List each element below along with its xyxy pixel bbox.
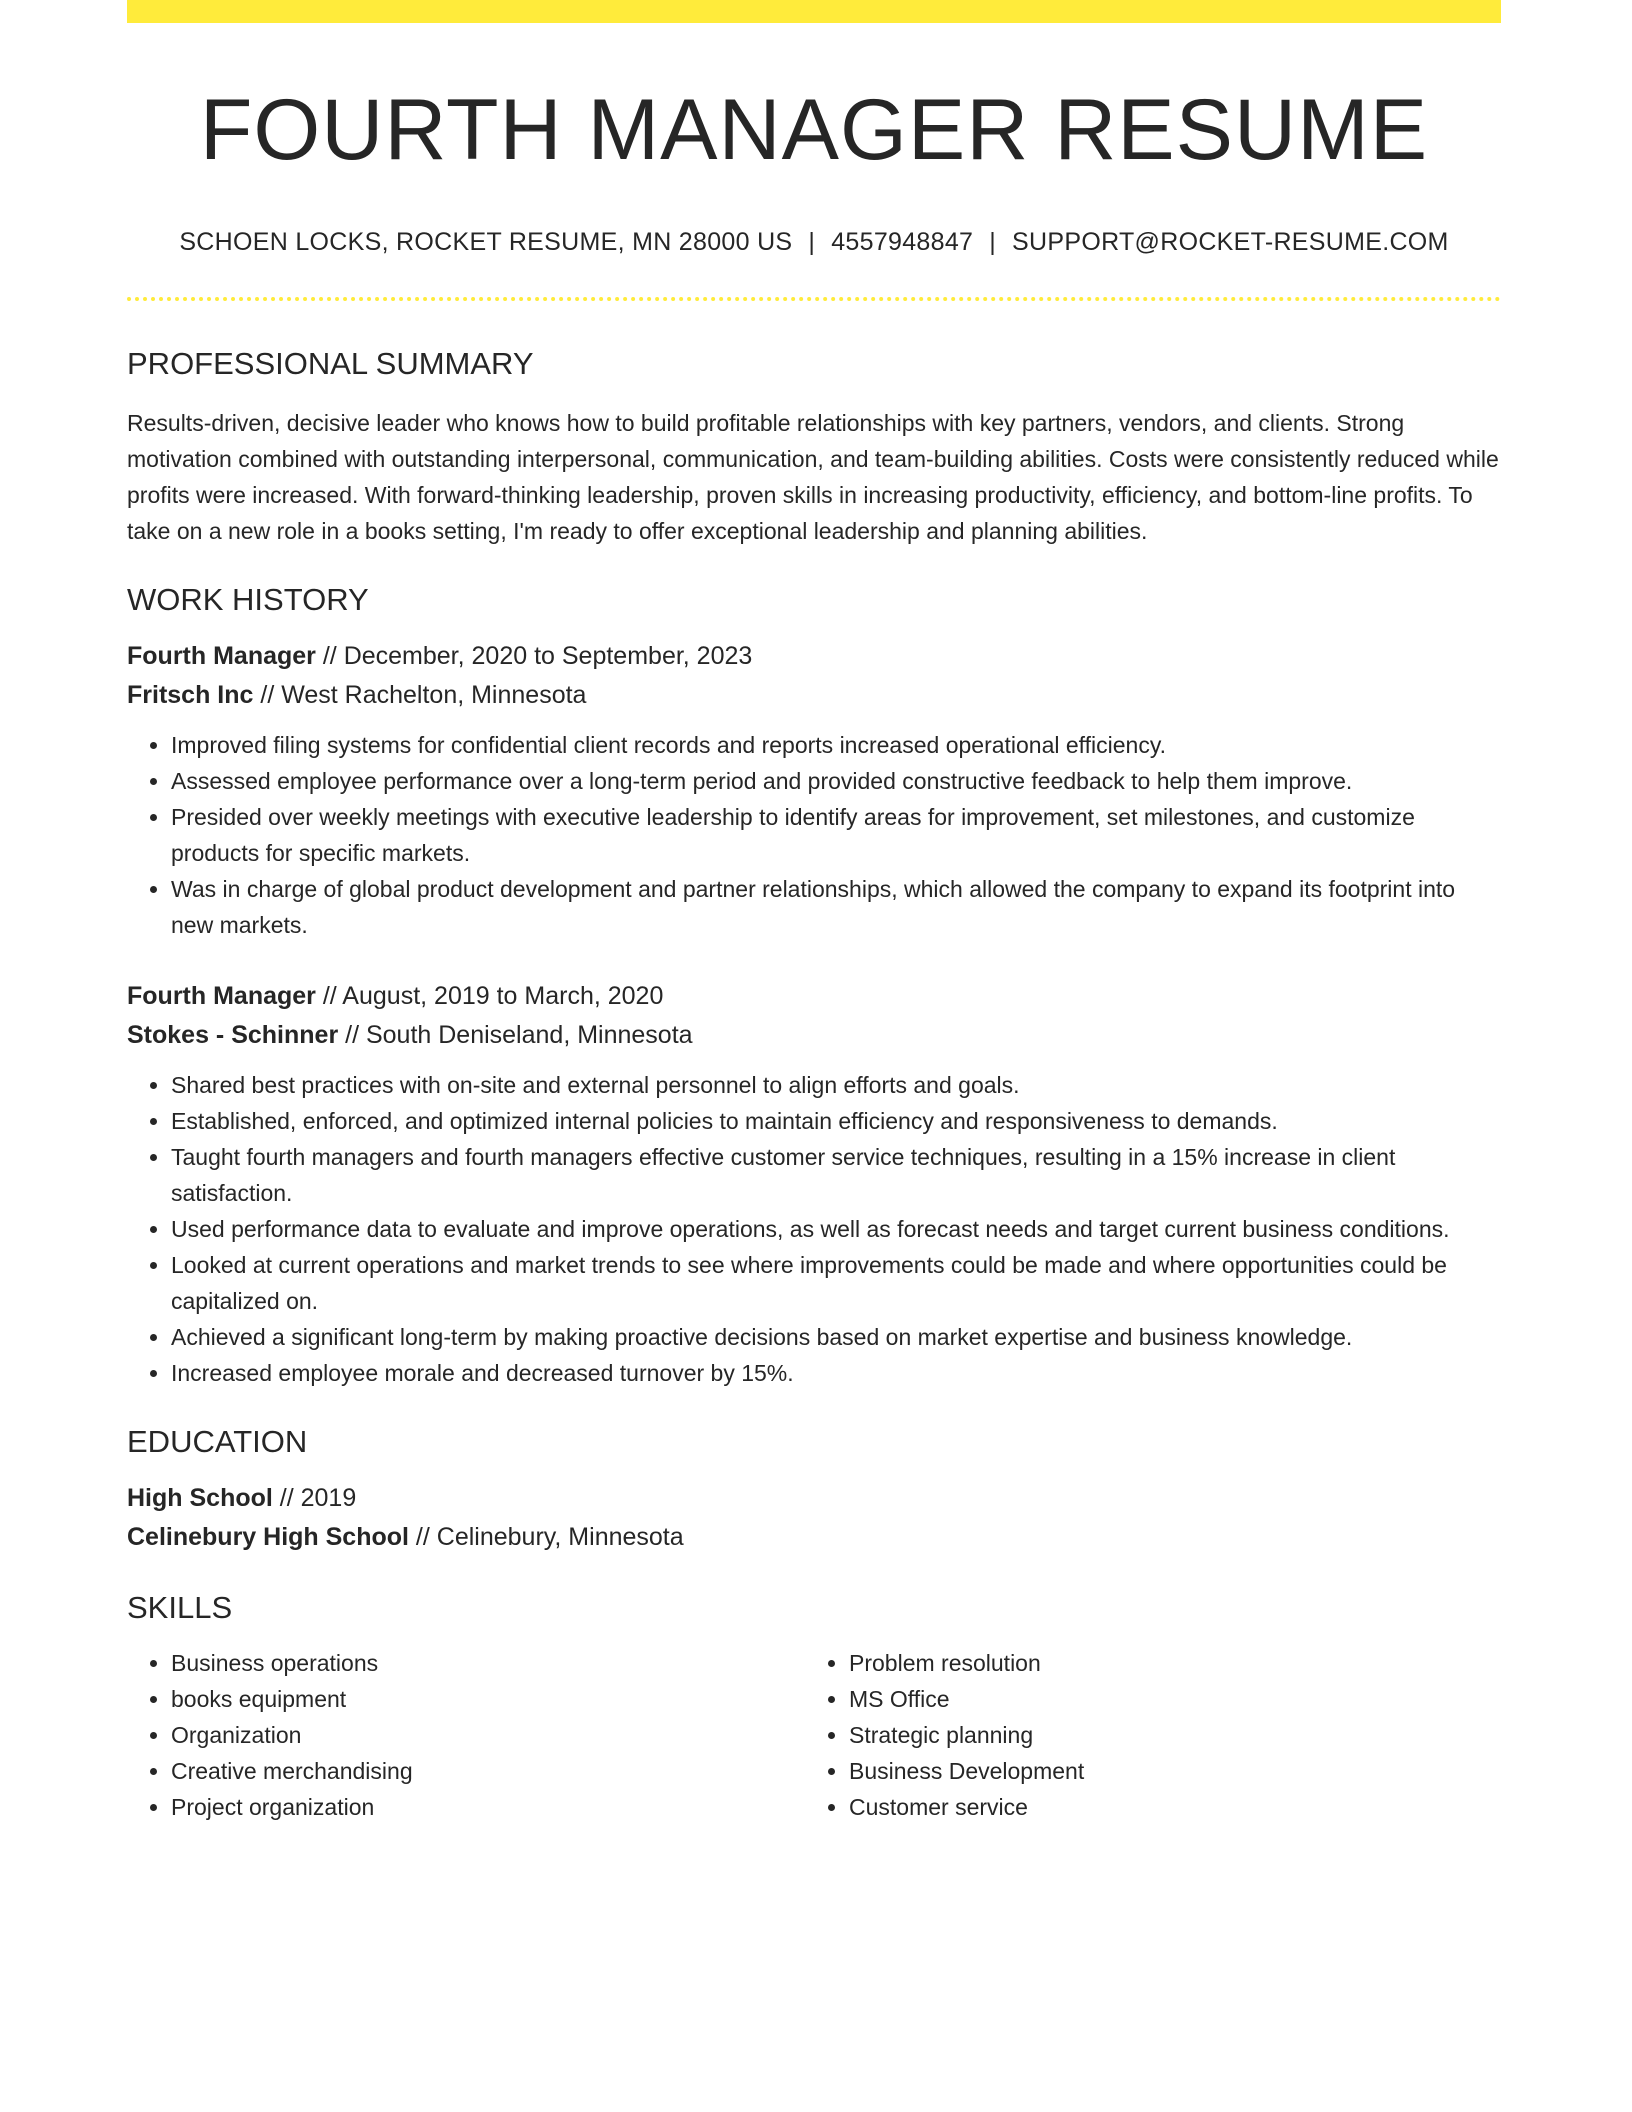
job-location: // South Deniseland, Minnesota [338, 1020, 693, 1049]
skill-item: • Customer service [849, 1789, 1483, 1825]
contact-phone: 4557948847 [831, 227, 974, 256]
skill-item: • Strategic planning [849, 1717, 1483, 1753]
education-school-line [127, 1518, 1501, 1557]
skill-item: • Project organization [171, 1789, 805, 1825]
list-item: • Shared best practices with on-site and external personnel to align efforts and goals. [171, 1067, 1501, 1103]
job-bullets [127, 727, 1501, 943]
resume-title: FOURTH MANAGER RESUME [199, 82, 1429, 178]
contact-separator: | [989, 227, 997, 256]
list-item: • Was in charge of global product development and partner relationships, which allowed the company to expand its footprint into new markets. [171, 871, 1501, 943]
skill-item: • books equipment [171, 1681, 805, 1717]
work-history-heading: WORK HISTORY [127, 581, 369, 617]
job-company: Fritsch Inc [127, 680, 254, 709]
skill-item: • Problem resolution [849, 1645, 1483, 1681]
job-dates: // December, 2020 to September, 2023 [315, 641, 753, 670]
job-title-line [127, 637, 1501, 676]
job-entry [127, 637, 1501, 943]
skills-left-column [127, 1645, 805, 1825]
job-company: Stokes - Schinner [127, 1020, 339, 1049]
summary-text: Results-driven, decisive leader who knows how to build profitable relationships with key partners, vendors, and clients. Strong motivation combined with outstanding interpersonal, communication, and team-building abilities. Costs were consistently reduced while profits were increased. With forward-thinking leadership, proven skills in increasing productivity, efficiency, and bottom-line profits. To take on a new role in a books setting, I'm ready to offer exceptional leadership and planning abilities. [127, 409, 1499, 544]
skills-columns [127, 1645, 1501, 1825]
work-history-section [127, 583, 1501, 1391]
dotted-divider [127, 297, 1501, 301]
list-item: • Taught fourth managers and fourth managers effective customer service techniques, resulting in a 15% increase in client satisfaction. [171, 1139, 1501, 1211]
education-heading: EDUCATION [127, 1423, 308, 1459]
list-item: • Increased employee morale and decreased turnover by 15%. [171, 1355, 1501, 1391]
contact-address: SCHOEN LOCKS, ROCKET RESUME, MN 28000 US [179, 227, 793, 256]
list-item: • Looked at current operations and market trends to see where improvements could be made and where opportunities could be capitalized on. [171, 1247, 1501, 1319]
job-dates: // August, 2019 to March, 2020 [315, 981, 664, 1010]
list-item: • Presided over weekly meetings with executive leadership to identify areas for improvement, set milestones, and customize products for specific markets. [171, 799, 1501, 871]
job-company-line [127, 676, 1501, 715]
list-item: • Achieved a significant long-term by making proactive decisions based on market expertise and business knowledge. [171, 1319, 1501, 1355]
list-item: • Assessed employee performance over a long-term period and provided constructive feedback to help them improve. [171, 763, 1501, 799]
skills-section [127, 1591, 1501, 1825]
contact-line [127, 228, 1501, 257]
job-company-line [127, 1016, 1501, 1055]
education-degree-line [127, 1479, 1501, 1518]
summary-heading: PROFESSIONAL SUMMARY [127, 345, 534, 381]
education-year: // 2019 [272, 1483, 357, 1512]
resume-page [127, 0, 1501, 1825]
education-school: Celinebury High School [127, 1522, 409, 1551]
list-item: • Established, enforced, and optimized internal policies to maintain efficiency and responsiveness to demands. [171, 1103, 1501, 1139]
skill-item: • Organization [171, 1717, 805, 1753]
job-location: // West Rachelton, Minnesota [253, 680, 587, 709]
summary-section [127, 347, 1501, 549]
education-location: // Celinebury, Minnesota [408, 1522, 684, 1551]
skill-item: • MS Office [849, 1681, 1483, 1717]
list-item: • Improved filing systems for confidential client records and reports increased operational efficiency. [171, 727, 1501, 763]
skill-item: • Creative merchandising [171, 1753, 805, 1789]
skill-item: • Business Development [849, 1753, 1483, 1789]
job-bullets [127, 1067, 1501, 1391]
skill-item: • Business operations [171, 1645, 805, 1681]
job-entry [127, 977, 1501, 1391]
contact-email[interactable]: SUPPORT@ROCKET-RESUME.COM [1012, 227, 1449, 256]
job-title: Fourth Manager [127, 641, 316, 670]
job-title: Fourth Manager [127, 981, 316, 1010]
list-item: • Used performance data to evaluate and improve operations, as well as forecast needs and target current business conditions. [171, 1211, 1501, 1247]
contact-separator: | [808, 227, 816, 256]
skills-heading: SKILLS [127, 1589, 233, 1625]
education-section [127, 1425, 1501, 1557]
skills-right-column [805, 1645, 1483, 1825]
education-degree: High School [127, 1483, 273, 1512]
job-title-line [127, 977, 1501, 1016]
accent-top-bar [127, 0, 1501, 23]
